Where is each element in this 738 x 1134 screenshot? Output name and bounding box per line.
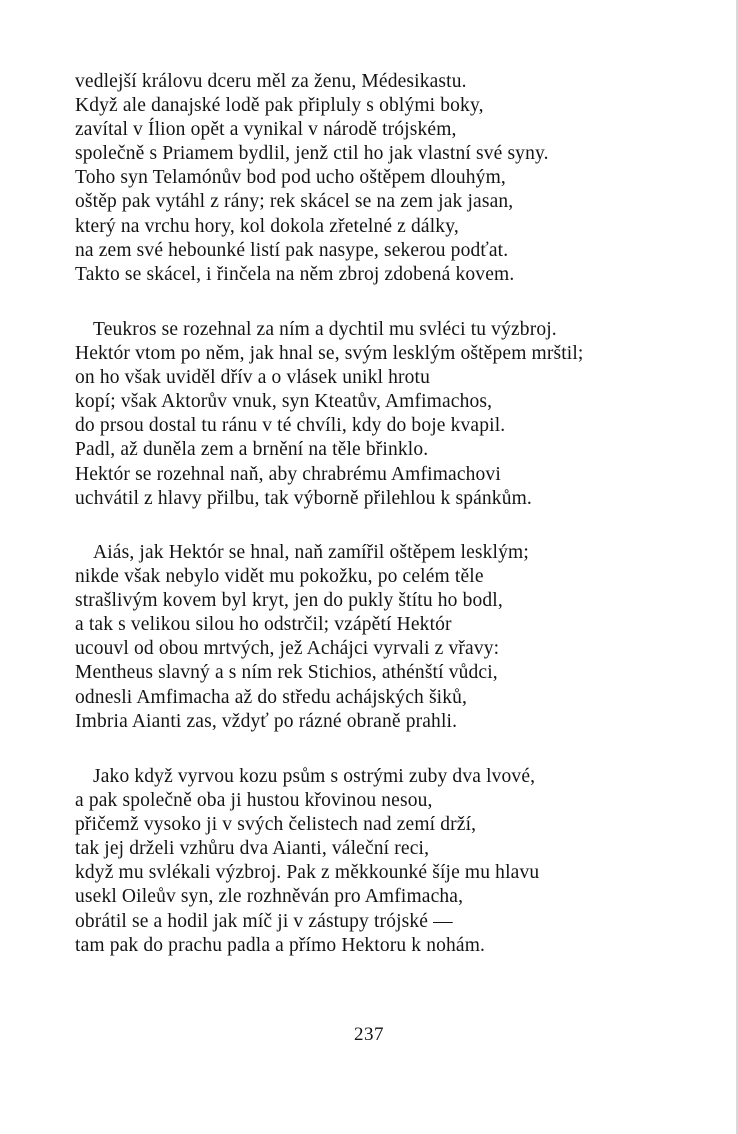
verse-line: tam pak do prachu padla a přímo Hektoru k nohám. [75,934,486,956]
verse-line: obrátil se a hodil jak míč ji v zástupy trójské — [75,910,453,932]
verse-line: Padl, až duněla zem a brnění na těle břinklo. [75,439,429,461]
verse-line: Hektór se rozehnal naň, aby chrabrému Amfimachovi [75,463,501,485]
verse-line: kopí; však Aktorův vnuk, syn Kteatův, Amfimachos, [75,391,493,413]
verse-line: oštěp pak vytáhl z rány; rek skácel se na zem jak jasan, [75,191,514,213]
verse-line: uchvátil z hlavy přilbu, tak výborně přilehlou k spánkům. [75,487,532,509]
verse-line: on ho však uviděl dřív a o vlásek unikl hrotu [75,367,430,389]
verse-line: když mu svlékali výzbroj. Pak z měkkounké šíje mu hlavu [75,862,540,884]
verse-line: strašlivým kovem byl kryt, jen do pukly štítu ho bodl, [75,590,503,612]
verse-line: zavítal v Ílion opět a vynikal v národě trójském, [75,119,457,141]
verse-line: a tak s velikou silou ho odstrčil; vzápětí Hektór [75,614,452,636]
verse-line: do prsou dostal tu ránu v té chvíli, kdy do boje kvapil. [75,415,506,437]
stanza [75,541,725,734]
verse-line: Toho syn Telamónův bod pod ucho oštěpem dlouhým, [75,167,506,189]
verse-line: nikde však nebylo vidět mu pokožku, po celém těle [75,566,484,588]
stanza [75,765,725,958]
verse-line: Takto se skácel, i řinčela na něm zbroj zdobená kovem. [75,263,515,285]
verse-line: Když ale danajské lodě pak připluly s oblými boky, [75,95,484,117]
page-number: 237 [354,1024,384,1045]
verse-line: vedlejší královu dceru měl za ženu, Médesikastu. [75,71,467,92]
verse-line: odnesli Amfimacha až do středu achájských šiků, [75,686,468,708]
verse-line: Hektór vtom po něm, jak hnal se, svým lesklým oštěpem mrštil; [75,343,584,365]
verse-line: společně s Priamem bydlil, jenž ctil ho jak vlastní své syny. [75,143,549,165]
verse-line: na zem své hebounké listí pak nasype, sekerou podťat. [75,239,509,261]
verse-line: ucouvl od obou mrtvých, jež Achájci vyrvali z vřavy: [75,638,500,660]
verse-line: Imbria Aianti zas, vždyť po rázné obraně prahli. [75,710,458,732]
verse-line: usekl Oileův syn, zle rozhněván pro Amfimacha, [75,886,464,908]
stanza [75,318,725,511]
verse-line: přičemž vysoko ji v svých čelistech nad zemí drží, [75,814,477,836]
verse-line: Mentheus slavný a s ním rek Stichios, athénští vůdci, [75,662,498,684]
verse-line: tak jej drželi vzhůru dva Aianti, váleční reci, [75,838,430,860]
verse-line: Jako když vyrvou kozu psům s ostrými zuby dva lvové, [93,766,536,787]
stanza [75,70,725,287]
verse-line: který na vrchu hory, kol dokola zřetelné z dálky, [75,215,459,237]
verse-line: a pak společně oba ji hustou křovinou nesou, [75,790,433,812]
verse-line: Aiás, jak Hektór se hnal, naň zamířil oštěpem lesklým; [93,542,529,563]
verse-line: Teukros se rozehnal za ním a dychtil mu svléci tu výzbroj. [93,319,557,340]
